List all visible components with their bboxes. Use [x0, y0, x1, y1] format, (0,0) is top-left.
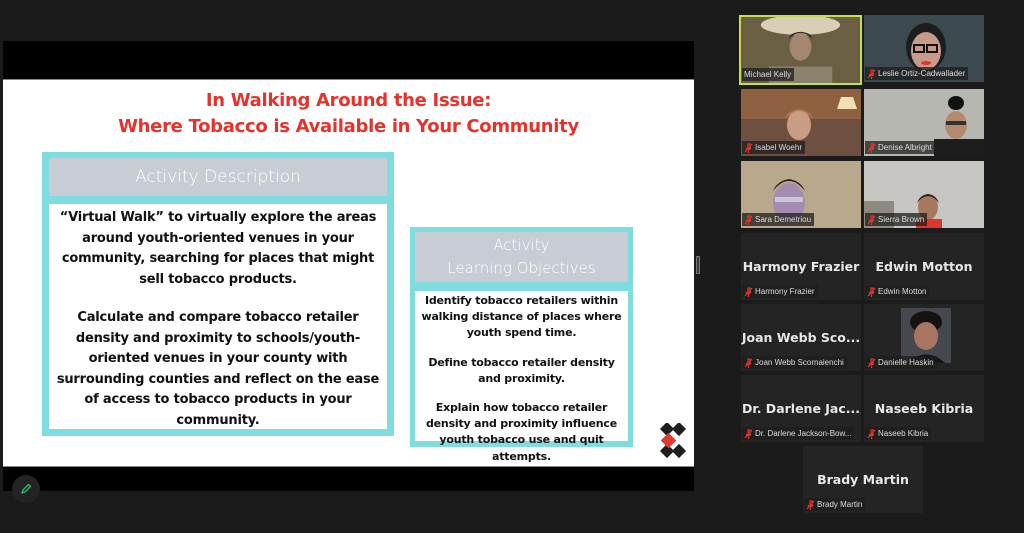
activity-description-box: [42, 152, 394, 436]
participant-tile[interactable]: [739, 15, 862, 85]
microphone-muted-icon: [867, 287, 876, 297]
participant-tile[interactable]: [864, 89, 984, 156]
participant-name-tag: Danielle Haskin: [865, 356, 937, 369]
organization-logo-icon: [651, 423, 687, 459]
microphone-muted-icon: [867, 215, 876, 225]
microphone-muted-icon: [806, 500, 815, 510]
microphone-muted-icon: [867, 429, 876, 439]
participant-tile[interactable]: [741, 375, 861, 442]
gallery-resize-handle[interactable]: [696, 256, 700, 274]
participant-display-name: Joan Webb Sco...: [741, 330, 861, 345]
logo-diamond-bottom-right: [672, 444, 686, 458]
microphone-muted-icon: [867, 69, 876, 79]
microphone-muted-icon: [744, 358, 753, 368]
participant-tile[interactable]: [741, 89, 861, 156]
annotate-button[interactable]: [12, 475, 40, 503]
participant-name-tag: Harmony Frazier: [742, 285, 818, 298]
microphone-muted-icon: [744, 215, 753, 225]
participant-name-tag: Leslie Ortiz-Cadwallader: [865, 67, 968, 80]
participant-name-tag: Sierra Brown: [865, 213, 927, 226]
microphone-muted-icon: [744, 287, 753, 297]
activity-description-heading: Activity Description: [49, 158, 387, 196]
participant-name-tag: Edwin Motton: [865, 285, 929, 298]
objective-item: Identify tobacco retailers within walking distance of places where youth spend time.: [421, 294, 622, 340]
shared-screen: [3, 41, 694, 491]
presentation-slide: [3, 79, 694, 467]
participant-display-name: Naseeb Kibria: [874, 401, 974, 416]
learning-objectives-heading: [415, 232, 628, 282]
logo-diamond-center: [661, 433, 677, 449]
microphone-muted-icon: [867, 358, 876, 368]
participant-tile[interactable]: [803, 446, 923, 513]
heading-line-2: Learning Objectives: [447, 259, 596, 277]
learning-objectives-box: [410, 227, 633, 463]
participant-name-tag: Dr. Darlene Jackson-Bow...: [742, 427, 854, 440]
slide-title-line-1: In Walking Around the Issue:: [205, 90, 492, 111]
participant-tile[interactable]: [864, 375, 984, 442]
participant-name-tag: Naseeb Kibria: [865, 427, 931, 440]
logo-diamond-top-left: [660, 423, 674, 436]
participant-name-tag: Joan Webb Scornaienchi: [742, 356, 847, 369]
participant-name-tag: Michael Kelly: [742, 68, 794, 81]
participant-tile[interactable]: [741, 161, 861, 228]
pencil-icon: [19, 482, 33, 496]
participant-display-name: Dr. Darlene Jac...: [741, 401, 861, 416]
participant-name-tag: Denise Albright: [865, 141, 935, 154]
participant-tile[interactable]: [864, 233, 984, 300]
learning-objectives-body: [415, 291, 628, 463]
participant-name-tag: Brady Martin: [804, 498, 865, 511]
activity-description-body: [49, 204, 387, 429]
description-paragraph: Calculate and compare tobacco retailer density and proximity to schools/youth-oriented venues in your county with surrounding counties and reflect on the ease of access to tobacco products in your community.: [56, 310, 380, 428]
description-paragraph: “Virtual Walk” to virtually explore the areas around youth-oriented venues in your community, searching for places that might sell tobacco products.: [59, 210, 377, 287]
objective-item: Explain how tobacco retailer density and proximity influence youth tobacco use and quit attempts.: [426, 401, 617, 463]
microphone-muted-icon: [867, 143, 876, 153]
objective-item: Define tobacco retailer density and proximity.: [428, 355, 615, 385]
participant-tile[interactable]: [864, 15, 984, 82]
participant-tile[interactable]: [741, 233, 861, 300]
participant-display-name: Edwin Motton: [875, 259, 973, 274]
participant-tile[interactable]: [864, 304, 984, 371]
microphone-muted-icon: [744, 143, 753, 153]
participant-name-tag: Isabel Woehr: [742, 141, 805, 154]
slide-title-line-2: Where Tobacco is Available in Your Community: [118, 116, 579, 137]
logo-diamond-top-right: [672, 423, 686, 436]
profile-photo: [901, 308, 951, 363]
heading-line-1: Activity: [493, 236, 550, 254]
participant-tile[interactable]: [741, 304, 861, 371]
participant-name-tag: Sara Demetriou: [742, 213, 814, 226]
microphone-muted-icon: [744, 429, 753, 439]
participant-display-name: Brady Martin: [817, 472, 909, 487]
participant-tile[interactable]: [864, 161, 984, 228]
participant-display-name: Harmony Frazier: [742, 259, 860, 274]
